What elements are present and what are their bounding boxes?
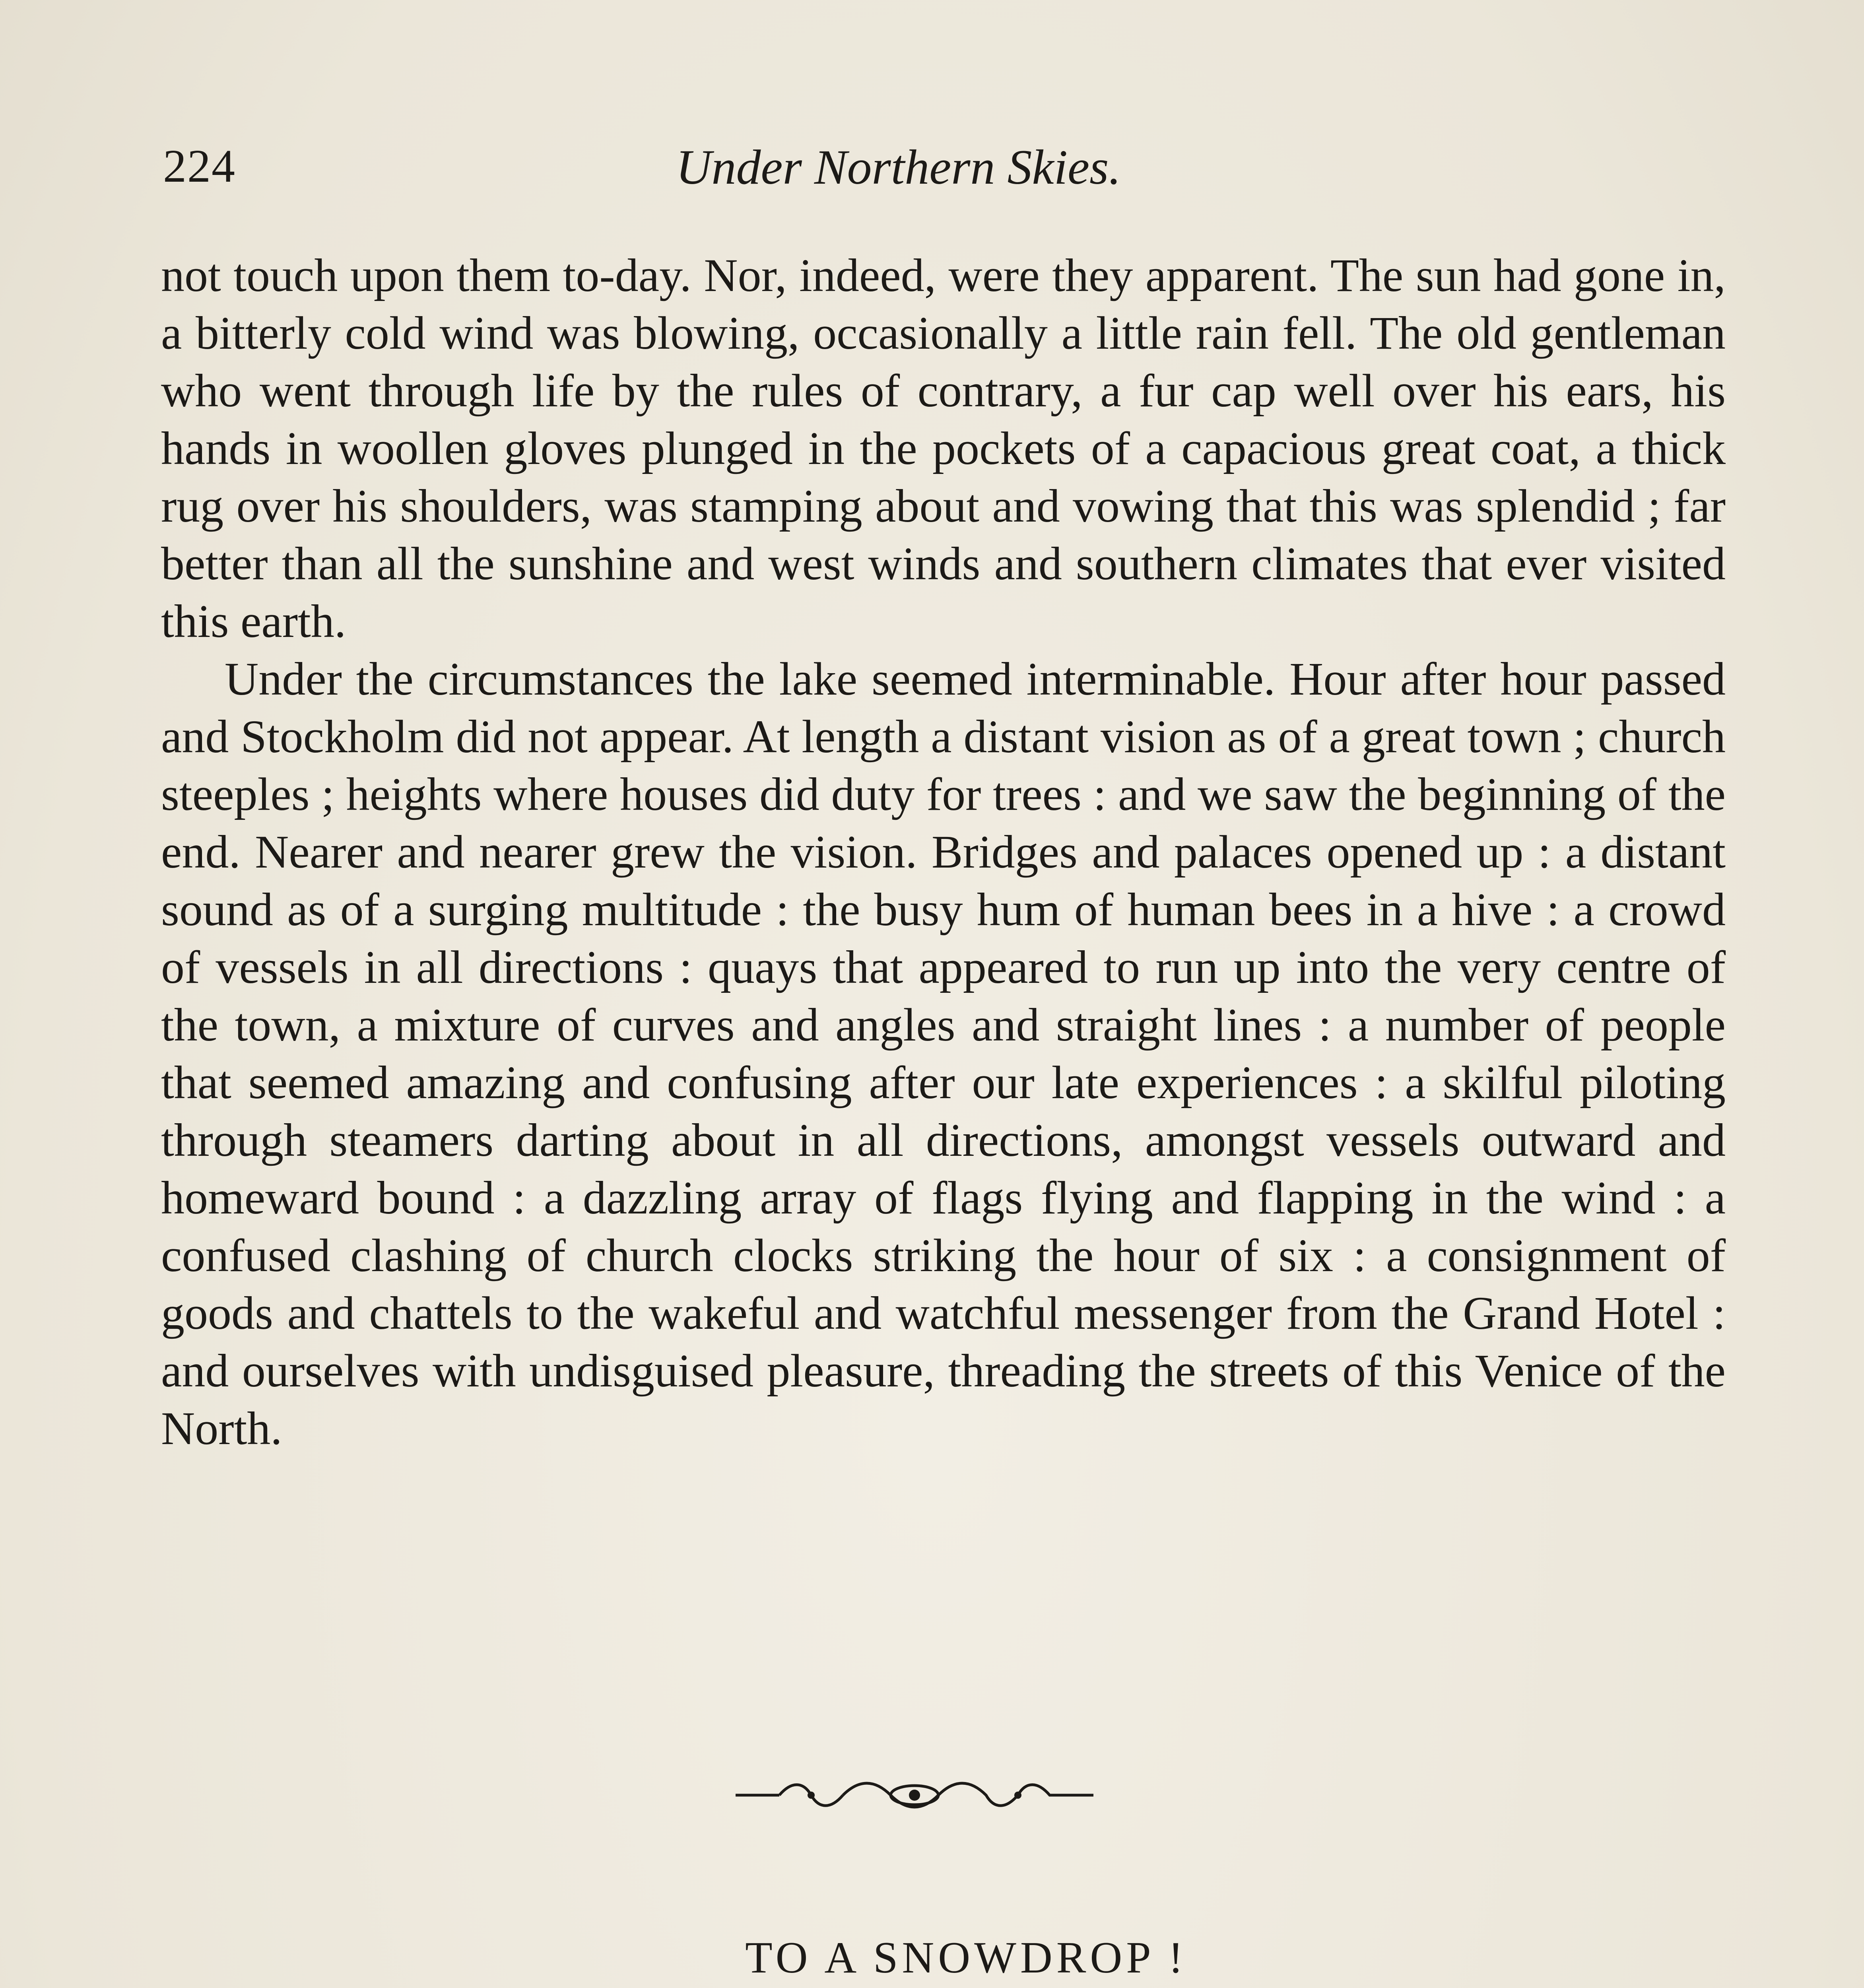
poem-title: TO A SNOWDROP !: [745, 1933, 1187, 1982]
ornament-divider: [732, 1773, 1097, 1817]
body-text: [161, 247, 1726, 1457]
page-header: [163, 131, 1726, 211]
page-number: 224: [163, 140, 236, 192]
paragraph-2: Under the circumstances the lake seemed interminable. Hour after hour passed and Stockholm did not appear. At length a distant vision as of a great town ; church steeples ; heights where houses did duty for trees : and we saw the beginning of the end. Nearer and nearer grew the vision. Bridges and palaces opened up : a distant sound as of a surging multitude : the busy hum of human bees in a hive : a crowd of vessels in all directions : quays that appeared to run up into the very centre of the town, a mixture of curves and angles and straight lines : a number of people that seemed amazing and confusing after our late experiences : a skilful piloting through steamers darting about in all directions, amongst vessels outward and homeward bound : a dazzling array of flags flying and flapping in the wind : a confused clashing of church clocks striking the hour of six : a consignment of goods and chattels to the wakeful and watchful messenger from the Grand Hotel : and ourselves with undisguised pleasure, threading the streets of this Venice of the North.: [161, 653, 1726, 1454]
paragraph-1: not touch upon them to-day. Nor, indeed, were they apparent. The sun had gone in, a bitterly cold wind was blowing, occasionally a little rain fell. The old gentleman who went through life by the rules of contrary, a fur cap well over his ears, his hands in woollen gloves plunged in the pockets of a capacious great coat, a thick rug over his shoulders, was stamping about and vowing that this was splendid ; far better than all the sunshine and west winds and southern climates that ever visited this earth.: [161, 249, 1726, 647]
running-head: Under Northern Skies.: [676, 140, 1121, 194]
